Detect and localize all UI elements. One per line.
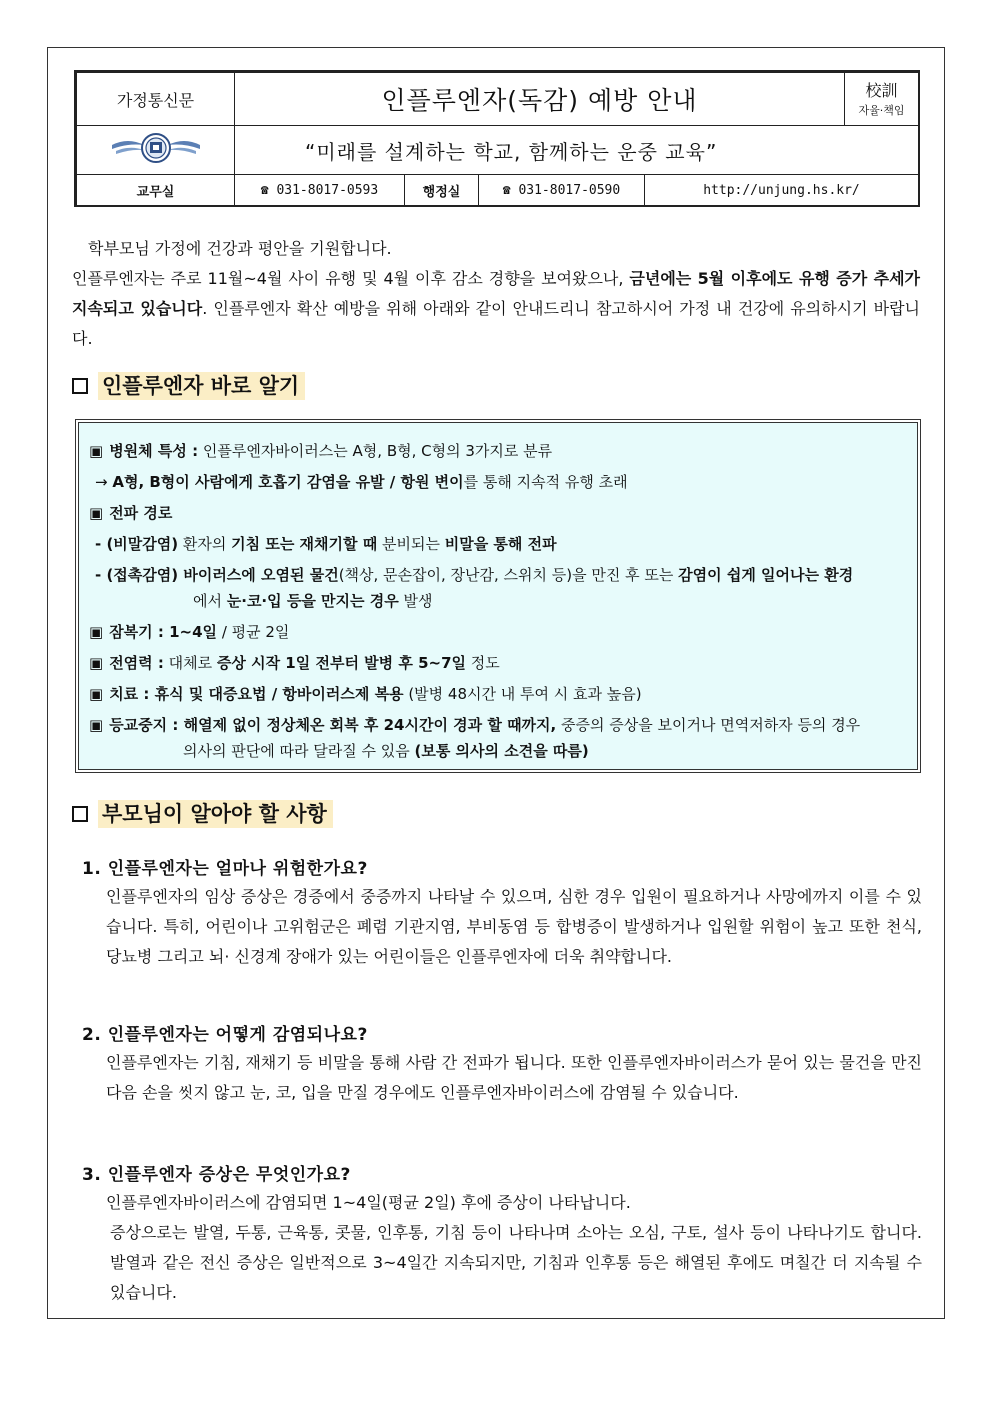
qa-answer-3a: 인플루엔자바이러스에 감염되면 1~4일(평균 2일) 후에 증상이 나타납니다. bbox=[106, 1193, 631, 1212]
route1-text-c: 기침 또는 재채기할 때 bbox=[231, 535, 378, 553]
school-slogan: “미래를 설계하는 학교, 함께하는 운중 교육” bbox=[235, 126, 919, 175]
incubation-text: / 평균 2일 bbox=[217, 623, 290, 641]
office1-label: 교무실 bbox=[77, 175, 235, 206]
motto-label: 校訓 bbox=[865, 81, 898, 100]
school-text-d: (보통 의사의 소견을 따름) bbox=[414, 742, 589, 760]
route1-type: - (비말감염) bbox=[95, 535, 179, 553]
qa-question-1: 1. 인플루엔자는 얼마나 위험한가요? bbox=[82, 859, 368, 879]
bullet-square-icon: ▣ bbox=[89, 716, 104, 734]
info-incubation bbox=[89, 619, 907, 645]
route1-text-b: 환자의 bbox=[178, 535, 232, 553]
arrow-right-icon: → bbox=[95, 473, 113, 491]
bullet-square-icon: ▣ bbox=[89, 685, 104, 703]
info-contagious bbox=[89, 650, 907, 676]
route2-text-d: 에서 bbox=[193, 592, 227, 610]
office2-phone: ☎ 031-8017-0590 bbox=[479, 175, 645, 206]
intro-greeting: 학부모님 가정에 건강과 평안을 기원합니다. bbox=[88, 239, 392, 258]
info-pathogen-detail bbox=[89, 469, 907, 495]
section-title-2: 부모님이 알아야 할 사항 bbox=[98, 800, 333, 828]
qa-question-3: 3. 인플루엔자 증상은 무엇인가요? bbox=[82, 1165, 351, 1185]
info-route-contact-cont bbox=[89, 588, 907, 614]
contagious-text-b: 증상 시작 1일 전부터 발병 후 5~7일 bbox=[216, 654, 466, 672]
treatment-label: 치료 : 휴식 및 대증요법 / 항바이러스제 복용 bbox=[109, 685, 404, 703]
section-title-1: 인플루엔자 바로 알기 bbox=[98, 372, 305, 400]
document-category: 가정통신문 bbox=[77, 73, 235, 126]
intro-body bbox=[72, 264, 920, 354]
intro-highlight: 금년에는 5월 이후에도 유행 증가 추세가 지속되고 있습니다 bbox=[72, 269, 920, 318]
info-treatment bbox=[89, 681, 907, 707]
pathogen-label: 병원체 특성 : bbox=[109, 442, 199, 460]
route2-type: - (접촉감염) 바이러스에 오염된 물건 bbox=[95, 566, 339, 584]
page-title: 인플루엔자(독감) 예방 안내 bbox=[235, 73, 845, 126]
qa-item-1 bbox=[82, 856, 922, 972]
route1-text-d: 분비되는 bbox=[377, 535, 445, 553]
bullet-square-icon: ▣ bbox=[89, 442, 104, 460]
school-motto bbox=[845, 73, 919, 126]
qa-answer-1: 인플루엔자의 임상 증상은 경증에서 중증까지 나타날 수 있으며, 심한 경우 입원이 필요하거나 사망에까지 이를 수 있습니다. 특히, 어린이나 고위험군은 폐렴 기관지염, 부비동염 등 합병증이 발생하거나 입원할 위험이 높고 또한 천식, 당뇨병 그리고 뇌· 신경계 장애가 있는 어린이들은 인플루엔자에 더욱 취약합니다. bbox=[106, 887, 922, 966]
office2-label: 행정실 bbox=[405, 175, 479, 206]
info-route-droplet bbox=[89, 531, 907, 557]
contagious-text-c: 정도 bbox=[466, 654, 500, 672]
route2-text-b: (책상, 문손잡이, 장난감, 스위치 등)을 만진 후 또는 bbox=[338, 566, 679, 584]
route2-text-c: 감염이 쉽게 일어나는 환경 bbox=[678, 566, 854, 584]
info-pathogen bbox=[89, 438, 907, 464]
section-heading-2 bbox=[72, 800, 333, 828]
qa-item-3 bbox=[82, 1162, 922, 1308]
pathogen-detail-bold: A형, B형이 사람에게 호흡기 감염을 유발 / 항원 변이 bbox=[112, 473, 464, 491]
school-emblem-icon bbox=[108, 131, 204, 165]
pathogen-text: 인플루엔자바이러스는 A형, B형, C형의 3가지로 분류 bbox=[198, 442, 553, 460]
route-label: 전파 경로 bbox=[109, 504, 173, 522]
contagious-text-a: 대체로 bbox=[163, 654, 217, 672]
info-school-suspension-cont bbox=[89, 738, 907, 764]
header-table bbox=[76, 72, 919, 206]
info-box bbox=[75, 419, 921, 773]
info-route bbox=[89, 500, 907, 526]
pathogen-detail-text: 를 통해 지속적 유행 초래 bbox=[463, 473, 628, 491]
info-school-suspension bbox=[89, 712, 907, 738]
school-logo bbox=[77, 126, 235, 175]
school-text-b: 중증의 증상을 보이거나 면역저하자 등의 경우 bbox=[556, 716, 861, 734]
school-text-c: 의사의 판단에 따라 달라질 수 있음 bbox=[183, 742, 415, 760]
bullet-square-icon: ▣ bbox=[89, 504, 104, 522]
intro-paragraph bbox=[72, 234, 920, 354]
checkbox-square-icon bbox=[72, 378, 88, 394]
info-route-contact bbox=[89, 562, 907, 588]
motto-value: 자율·책임 bbox=[858, 104, 905, 117]
school-text-a: 해열제 없이 정상체온 회복 후 24시간이 경과 할 때까지, bbox=[178, 716, 557, 734]
bullet-square-icon: ▣ bbox=[89, 654, 104, 672]
route1-text-e: 비말을 통해 전파 bbox=[444, 535, 557, 553]
checkbox-square-icon bbox=[72, 806, 88, 822]
qa-answer-3b: 증상으로는 발열, 두통, 근육통, 콧물, 인후통, 기침 등이 나타나며 소아는 오심, 구토, 설사 등이 나타나기도 합니다. 발열과 같은 전신 증상은 일반적으로 3~4일간 지속되지만, 기침과 인후통 등은 해열된 후에도 며칠간 더 지속될 수 있습니다. bbox=[110, 1223, 922, 1302]
bullet-square-icon: ▣ bbox=[89, 623, 104, 641]
intro-text-a: 인플루엔자는 주로 11월~4월 사이 유행 및 4월 이후 감소 경향을 보여왔으나, bbox=[72, 269, 630, 288]
qa-item-2 bbox=[82, 1022, 922, 1108]
office1-phone: ☎ 031-8017-0593 bbox=[235, 175, 405, 206]
intro-text-c: . 인플루엔자 확산 예방을 위해 아래와 같이 안내드리니 참고하시어 가정 내 건강에 유의하시기 바랍니다. bbox=[72, 299, 921, 348]
school-website-link[interactable]: http://unjung.hs.kr/ bbox=[645, 175, 919, 206]
qa-answer-2: 인플루엔자는 기침, 재채기 등 비말을 통해 사람 간 전파가 됩니다. 또한 인플루엔자바이러스가 묻어 있는 물건을 만진 다음 손을 씻지 않고 눈, 코, 입을 만질 경우에도 인플루엔자바이러스에 감염될 수 있습니다. bbox=[106, 1053, 922, 1102]
incubation-label: 잠복기 : 1~4일 bbox=[109, 623, 218, 641]
route2-text-e: 눈·코·입 등을 만지는 경우 bbox=[226, 592, 399, 610]
qa-question-2: 2. 인플루엔자는 어떻게 감염되나요? bbox=[82, 1025, 368, 1045]
school-suspension-label: 등교중지 : bbox=[109, 716, 179, 734]
treatment-text: (발병 48시간 내 투여 시 효과 높음) bbox=[403, 685, 642, 703]
contagious-label: 전염력 : bbox=[109, 654, 164, 672]
section-heading-1 bbox=[72, 372, 305, 400]
route2-text-f: 발생 bbox=[398, 592, 433, 610]
